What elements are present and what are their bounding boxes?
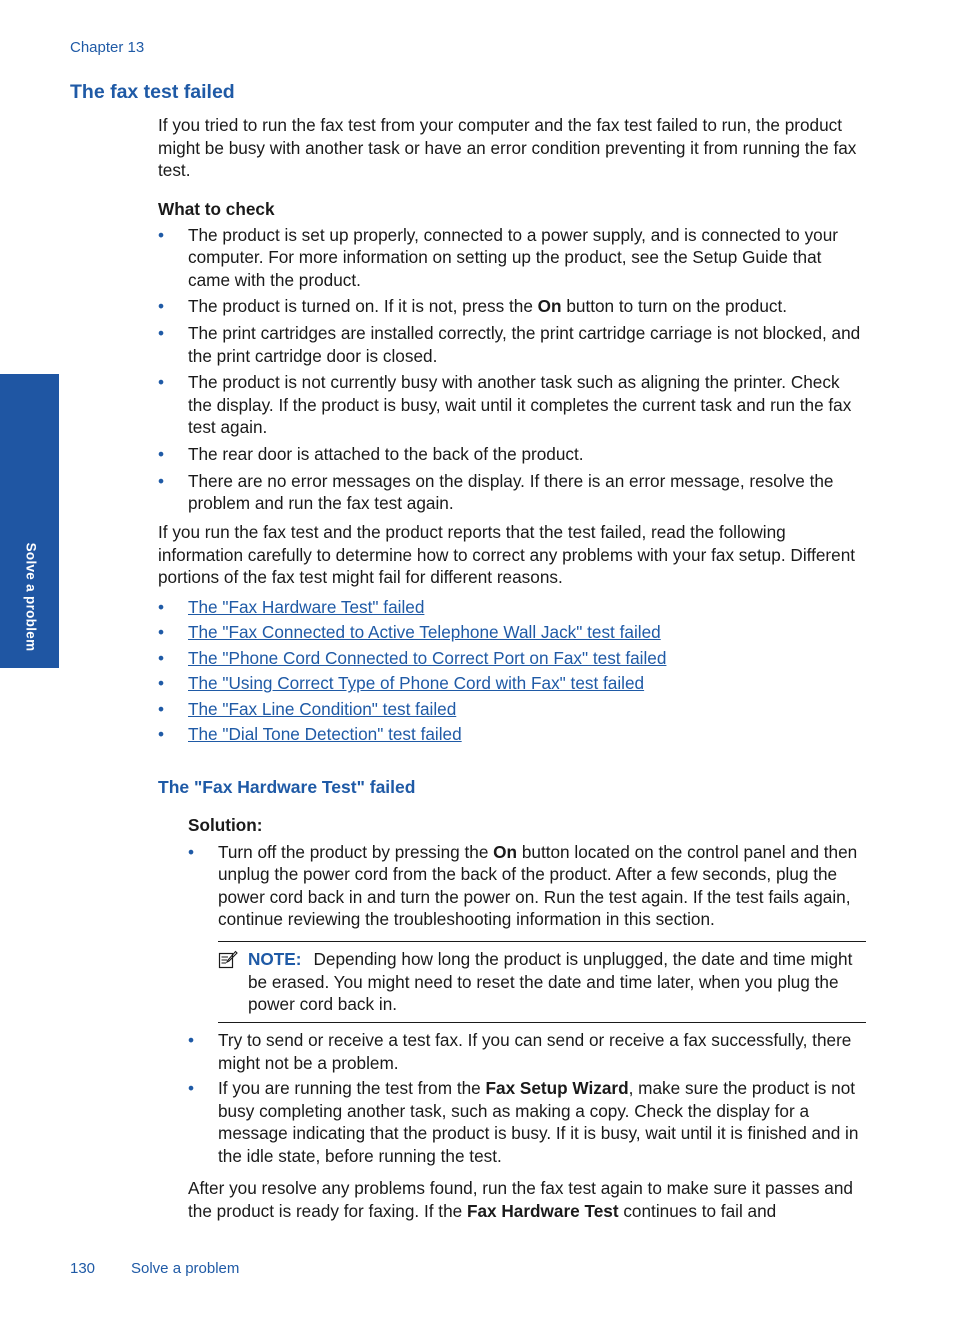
bullet-dot: •: [158, 224, 165, 245]
intro-block: [158, 114, 868, 182]
link-item: [158, 672, 868, 695]
bullet-dot: •: [158, 296, 165, 317]
page-number: 130: [70, 1260, 96, 1277]
bullet-dot: •: [188, 1078, 195, 1099]
bullet-dot: •: [158, 622, 165, 643]
check-item: [158, 295, 868, 318]
side-tab-label: Solve a problem: [23, 542, 39, 652]
link-item: [158, 698, 868, 721]
bullet-dot: •: [158, 443, 165, 464]
bullet-dot: •: [158, 372, 165, 393]
note-label: NOTE:: [248, 949, 302, 969]
check-item-text: The rear door is attached to the back of the product.: [188, 443, 584, 464]
link-item: [158, 621, 868, 644]
on-button-label: On: [493, 841, 518, 862]
check-item-text: button to turn on the product.: [561, 296, 788, 317]
fax-hardware-test-label: Fax Hardware Test: [466, 1200, 619, 1221]
what-to-check-block: [158, 198, 868, 515]
check-item-text: The product is turned on. If it is not, press the: [188, 296, 538, 317]
note-box: [218, 941, 866, 1023]
link-wall-jack-test[interactable]: The "Fax Connected to Active Telephone Wall Jack" test failed: [188, 622, 661, 643]
check-item-text: The print cartridges are installed correctly, the print cartridge carriage is not blocked, and the print cartridge door is closed.: [188, 322, 861, 366]
chapter-header: Chapter 13: [70, 39, 145, 56]
on-button-label: On: [537, 296, 562, 317]
intro-paragraph: If you tried to run the fax test from your computer and the fax test failed to run, the product might be busy with another task or have an error condition preventing it from running the fax test.: [158, 115, 857, 181]
after-block: [188, 1177, 866, 1222]
bullet-dot: •: [158, 597, 165, 617]
solution-list: [188, 841, 866, 931]
check-item: [158, 224, 868, 292]
section-title: The fax test failed: [70, 81, 235, 103]
check-list: [158, 224, 868, 515]
solution-step: [188, 841, 866, 931]
link-fax-line-condition-test[interactable]: The "Fax Line Condition" test failed: [188, 698, 457, 719]
link-dial-tone-test[interactable]: The "Dial Tone Detection" test failed: [188, 723, 462, 744]
solution-step-text: , make sure the product is not busy completing another task, such as making a copy. Check the display for a message indicating that the product is busy. If it is busy, wait until it is finished and in the idle state, before running the test.: [218, 1078, 859, 1166]
check-item-text: The product is not currently busy with another task such as aligning the printer. Check the display. If the product is busy, wait until it completes the current task and run the fax test again.: [188, 372, 852, 438]
bullet-dot: •: [158, 673, 165, 694]
bullet-dot: •: [188, 1030, 195, 1050]
bullet-dot: •: [158, 698, 165, 719]
link-phone-cord-type-test[interactable]: The "Using Correct Type of Phone Cord with Fax" test failed: [188, 673, 645, 694]
link-item: [158, 723, 868, 746]
link-correct-port-test[interactable]: The "Phone Cord Connected to Correct Port on Fax" test failed: [188, 647, 667, 668]
solution-step-text: Turn off the product by pressing the: [218, 841, 494, 862]
solution-step: [188, 1029, 866, 1074]
solution-step-text: If you are running the test from the: [218, 1078, 486, 1099]
footer-section-name: Solve a problem: [131, 1260, 240, 1277]
bullet-dot: •: [158, 723, 165, 744]
note-text-block: [248, 948, 866, 1016]
note-text: Depending how long the product is unplugged, the date and time might be erased. You might need to reset the date and time later, when you plug the power cord back in.: [248, 949, 853, 1015]
check-item: [158, 322, 868, 367]
after-paragraph: [188, 1177, 866, 1222]
bullet-dot: •: [158, 470, 165, 491]
solution-step: [188, 1077, 866, 1167]
solution-steps-cont: [188, 1029, 866, 1168]
solution-block: [188, 814, 866, 931]
check-item-text: There are no error messages on the display. If there is an error message, resolve the problem and run the fax test again.: [188, 470, 834, 514]
check-item: [158, 371, 868, 439]
bullet-dot: •: [158, 322, 165, 343]
subsection-title: The "Fax Hardware Test" failed: [158, 777, 416, 797]
after-text: continues to fail and: [618, 1200, 777, 1221]
check-item: [158, 443, 868, 466]
note-pencil-icon: [218, 950, 238, 970]
fax-setup-wizard-label: Fax Setup Wizard: [485, 1078, 629, 1099]
link-item: [158, 647, 868, 670]
bullet-dot: •: [188, 841, 195, 862]
bullet-dot: •: [158, 647, 165, 668]
after-text: After you resolve any problems found, run the fax test again to make sure it passes and the product is ready for faxing. If the: [188, 1178, 853, 1221]
solution-step-text: button located on the control panel and then unplug the power cord from the back of the product. After a few seconds, plug the power cord back in and turn the power on. Run the test again. If the test fails again, continue reviewing the troubleshooting information in this section.: [218, 841, 858, 930]
link-item: [158, 596, 868, 619]
what-to-check-heading: What to check: [158, 199, 275, 219]
reports-block: [158, 521, 868, 589]
solution-label: Solution:: [188, 815, 263, 835]
check-item-text: The product is set up properly, connected to a power supply, and is connected to your computer. For more information on setting up the product, see the Setup Guide that came with the product.: [188, 224, 839, 290]
link-fax-hardware-test[interactable]: The "Fax Hardware Test" failed: [188, 597, 425, 617]
link-list: [158, 596, 868, 746]
solution-step-text: Try to send or receive a test fax. If you can send or receive a fax successfully, there might not be a problem.: [218, 1030, 852, 1073]
links-block: [158, 596, 868, 746]
check-item: [158, 470, 868, 515]
reports-paragraph: If you run the fax test and the product reports that the test failed, read the following information carefully to determine how to correct any problems with your fax setup. Different portions of the fax test might fail for different reasons.: [158, 522, 856, 588]
solution-list-cont: [188, 1029, 866, 1168]
